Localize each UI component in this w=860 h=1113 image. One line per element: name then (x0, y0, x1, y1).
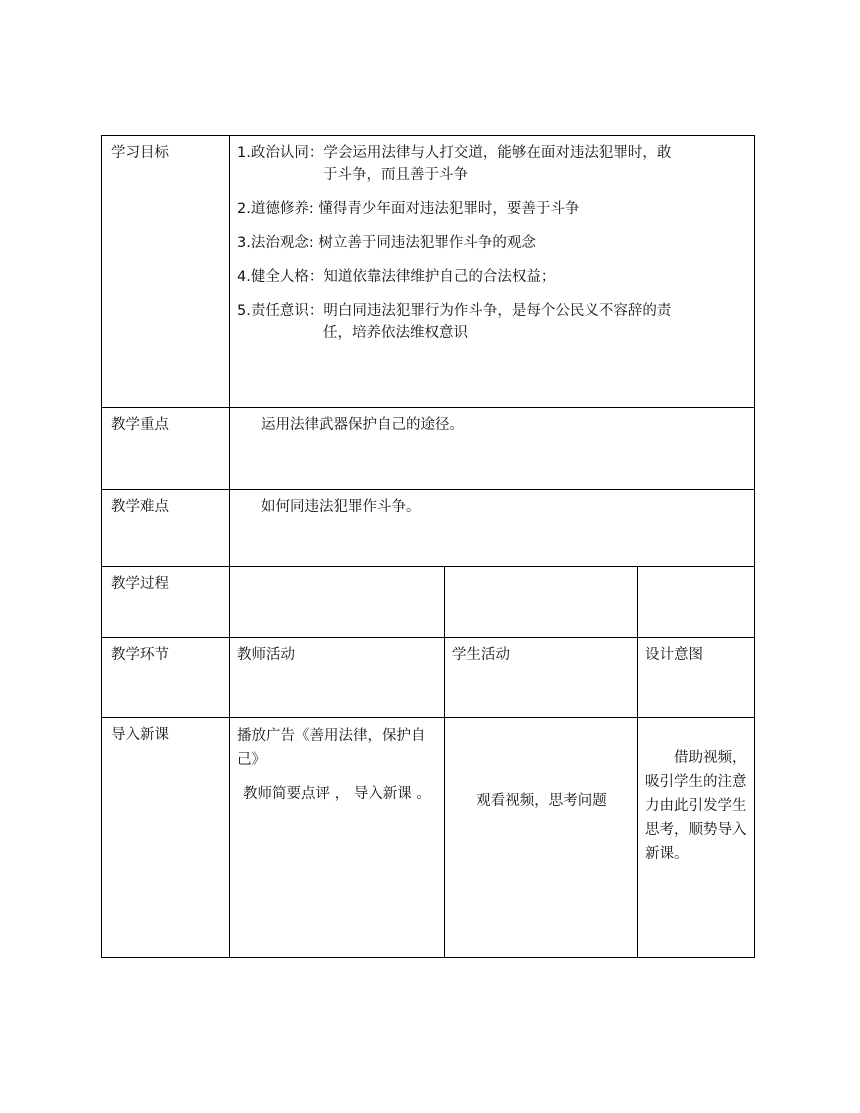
objective-1-cont: 于斗争，而且善于斗争 (323, 167, 468, 183)
objective-item-1 (237, 142, 748, 186)
header-teacher: 教师活动 (230, 638, 445, 718)
key-point-text: 运用法律武器保护自己的途径。 (261, 417, 464, 433)
intro-design-intent (638, 718, 755, 958)
objectives-content (230, 136, 755, 408)
intro-intent-text: 借助视频，吸引学生的注意力由此引发学生思考，顺势导入新课。 (645, 750, 747, 862)
intro-row (102, 718, 755, 958)
difficulty-row (102, 490, 755, 567)
objective-item-4 (237, 266, 748, 288)
objective-item-3 (237, 232, 748, 254)
key-point-row (102, 408, 755, 490)
header-row (102, 638, 755, 718)
lesson-plan-table (101, 135, 755, 958)
intro-teacher-text-2: 教师简要点评 ， 导入新课 。 (243, 786, 431, 802)
key-point-label: 教学重点 (102, 408, 230, 490)
objectives-row (102, 136, 755, 408)
difficulty-content (230, 490, 755, 567)
process-cell-intent (638, 567, 755, 638)
process-cell-student (445, 567, 638, 638)
header-student: 学生活动 (445, 638, 638, 718)
objective-1-lead: 1.政治认同：学会运用法律与人打交道，能够在面对违法犯罪时，敢 (237, 145, 672, 161)
objective-5-cont: 任，培养依法维权意识 (323, 325, 468, 341)
key-point-content (230, 408, 755, 490)
intro-teacher-activity (230, 718, 445, 958)
intro-student-activity (445, 718, 638, 958)
difficulty-text: 如何同违法犯罪作斗争。 (261, 499, 421, 515)
process-row (102, 567, 755, 638)
objectives-label: 学习目标 (102, 136, 230, 408)
objective-4-lead: 4.健全人格：知道依靠法律维护自己的合法权益； (237, 269, 556, 285)
intro-stage: 导入新课 (102, 718, 230, 958)
objective-item-2 (237, 198, 748, 220)
header-intent: 设计意图 (638, 638, 755, 718)
difficulty-label: 教学难点 (102, 490, 230, 567)
header-stage: 教学环节 (102, 638, 230, 718)
intro-teacher-text-1: 播放广告《善用法律，保护自己》 (237, 728, 426, 768)
objective-item-5 (237, 300, 748, 344)
intro-student-text: 观看视频，思考问题 (476, 792, 607, 809)
objective-5-lead: 5.责任意识：明白同违法犯罪行为作斗争，是每个公民义不容辞的责 (237, 303, 672, 319)
process-cell-teacher (230, 567, 445, 638)
objective-2-lead: 2.道德修养: 懂得青少年面对违法犯罪时，要善于斗争 (237, 201, 580, 217)
objective-3-lead: 3.法治观念: 树立善于同违法犯罪作斗争的观念 (237, 235, 536, 251)
process-label: 教学过程 (102, 567, 230, 638)
